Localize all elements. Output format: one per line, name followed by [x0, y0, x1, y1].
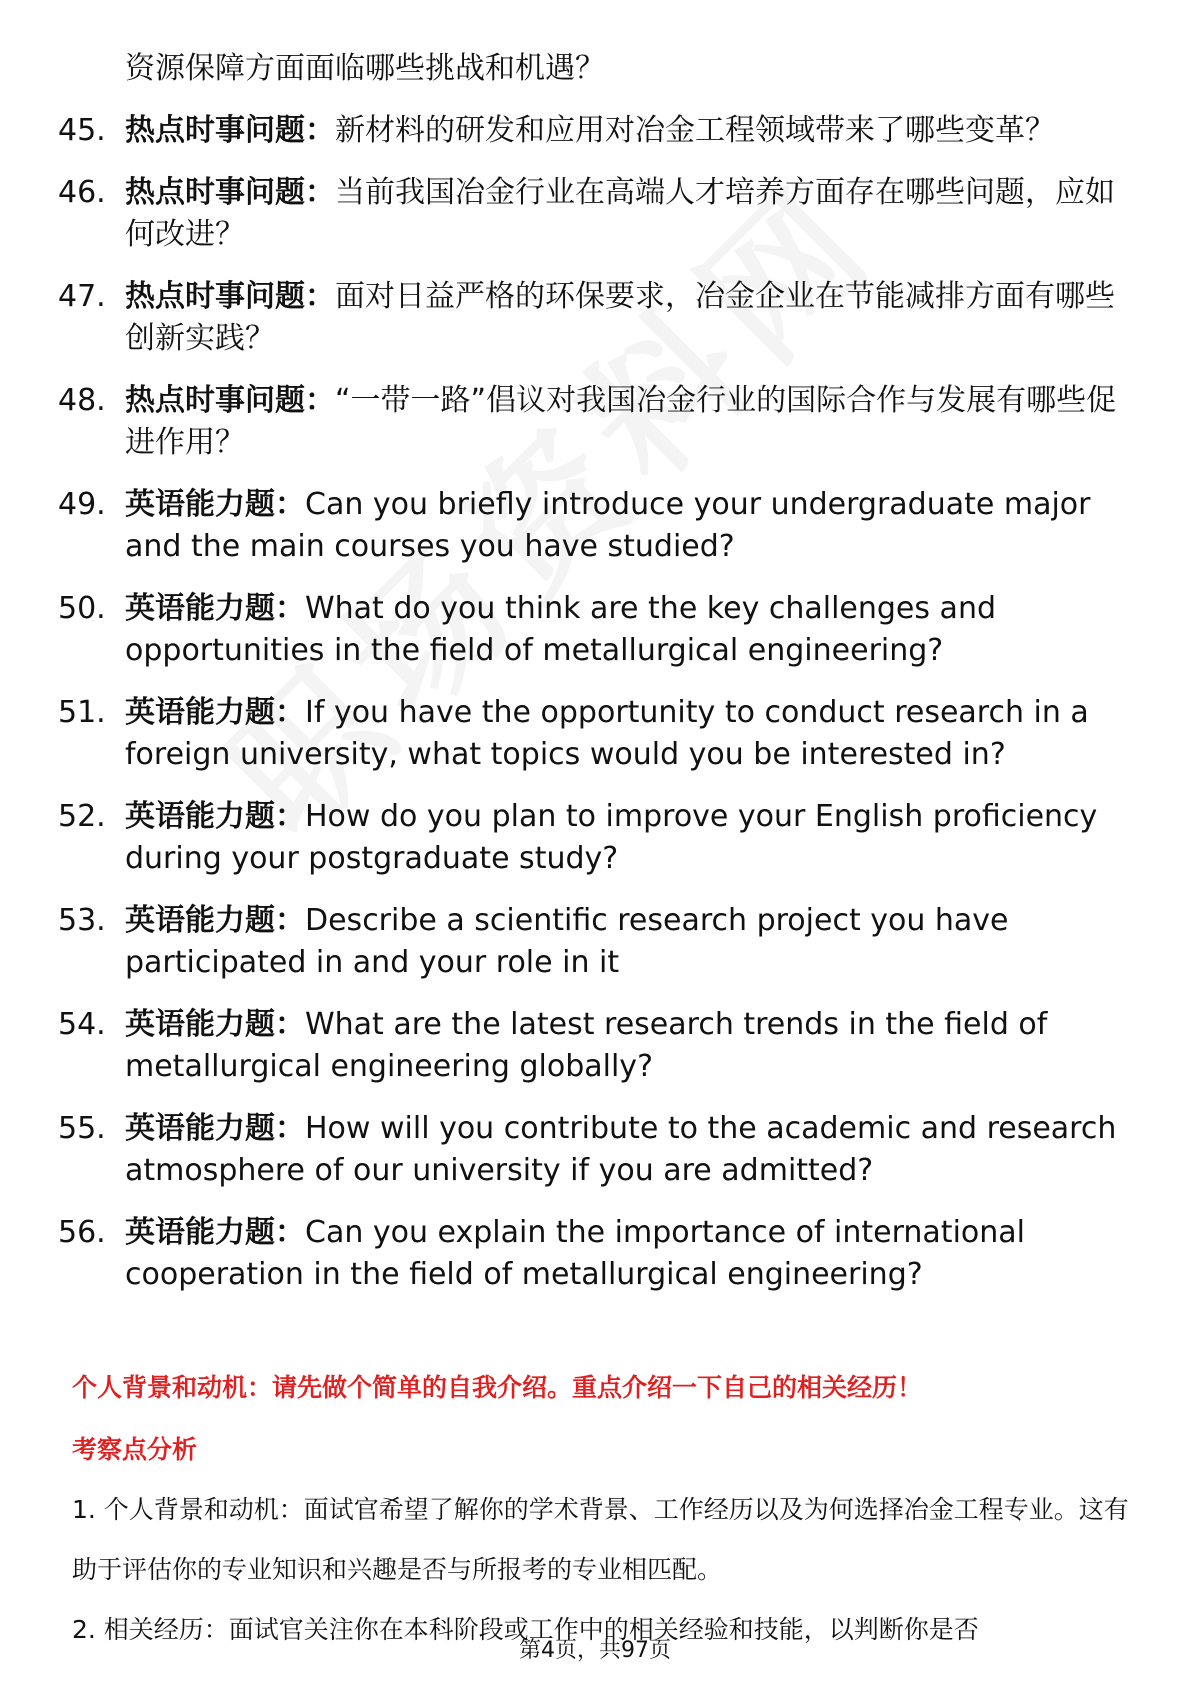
question-text: What are the latest research trends in the field of metallurgical engineering globally? — [125, 1007, 1048, 1084]
question-text: 当前我国冶金行业在高端人才培养方面存在哪些问题，应如何改进？ — [125, 175, 1115, 252]
question-category: 英语能力题： — [125, 487, 305, 522]
question-number: 49. — [58, 487, 106, 522]
question-text: How will you contribute to the academic and research atmosphere of our university if you are admitted? — [125, 1111, 1117, 1188]
question-number: 52. — [58, 799, 106, 834]
page-footer: 第4页，共97页 — [519, 1638, 671, 1663]
question-continuation: 资源保障方面面临哪些挑战和机遇？ — [125, 51, 605, 86]
question-number: 56. — [58, 1215, 106, 1250]
question-item — [0, 172, 1125, 256]
question-text: 面对日益严格的环保要求，冶金企业在节能减排方面有哪些创新实践？ — [125, 279, 1115, 356]
question-item — [0, 484, 1125, 568]
question-item — [0, 1004, 1125, 1088]
question-category: 英语能力题： — [125, 591, 305, 626]
question-item — [0, 380, 1125, 464]
question-number: 47. — [58, 279, 106, 314]
analysis-heading: 考察点分析 — [72, 1435, 198, 1464]
question-category: 英语能力题： — [125, 1007, 305, 1042]
question-category: 热点时事问题： — [125, 113, 335, 148]
question-category: 英语能力题： — [125, 903, 305, 938]
question-item — [0, 1108, 1125, 1192]
question-text: “一带一路”倡议对我国冶金行业的国际合作与发展有哪些促进作用？ — [125, 383, 1117, 460]
question-number: 48. — [58, 383, 106, 418]
analysis-body — [72, 1480, 1132, 1660]
question-item — [0, 588, 1125, 672]
question-item — [0, 900, 1125, 984]
question-number: 55. — [58, 1111, 106, 1146]
question-category: 英语能力题： — [125, 1215, 305, 1250]
question-text: 新材料的研发和应用对冶金工程领域带来了哪些变革？ — [335, 113, 1055, 148]
question-item — [0, 276, 1125, 360]
question-item — [0, 692, 1125, 776]
question-category: 英语能力题： — [125, 1111, 305, 1146]
question-number: 45. — [58, 113, 106, 148]
question-text: If you have the opportunity to conduct research in a foreign university, what topics would you be interested in? — [125, 695, 1089, 772]
question-text: How do you plan to improve your English proficiency during your postgraduate study? — [125, 799, 1098, 876]
analysis-item: 2. 相关经历：面试官关注你在本科阶段或工作中的相关经验和技能，以判断你是否 — [72, 1615, 979, 1644]
question-text: Can you briefly introduce your undergraduate major and the main courses you have studied? — [125, 487, 1091, 564]
question-item — [0, 110, 1125, 152]
question-category: 英语能力题： — [125, 799, 305, 834]
question-number: 51. — [58, 695, 106, 730]
question-text: What do you think are the key challenges and opportunities in the field of metallurgical engineering? — [125, 591, 996, 668]
question-list — [0, 110, 1190, 1316]
question-text: Describe a scientific research project you have participated in and your role in it — [125, 903, 1009, 980]
question-number: 53. — [58, 903, 106, 938]
question-category: 英语能力题： — [125, 695, 305, 730]
section-heading: 个人背景和动机：请先做个简单的自我介绍。重点介绍一下自己的相关经历！ — [72, 1373, 923, 1402]
analysis-item: 1. 个人背景和动机：面试官希望了解你的学术背景、工作经历以及为何选择冶金工程专业。这有助于评估你的专业知识和兴趣是否与所报考的专业相匹配。 — [72, 1495, 1129, 1584]
question-item — [0, 796, 1125, 880]
question-category: 热点时事问题： — [125, 383, 335, 418]
question-number: 50. — [58, 591, 106, 626]
question-text: Can you explain the importance of international cooperation in the field of metallurgical engineering? — [125, 1215, 1025, 1292]
question-category: 热点时事问题： — [125, 279, 335, 314]
question-number: 46. — [58, 175, 106, 210]
question-number: 54. — [58, 1007, 106, 1042]
question-item — [0, 1212, 1125, 1296]
question-category: 热点时事问题： — [125, 175, 335, 210]
